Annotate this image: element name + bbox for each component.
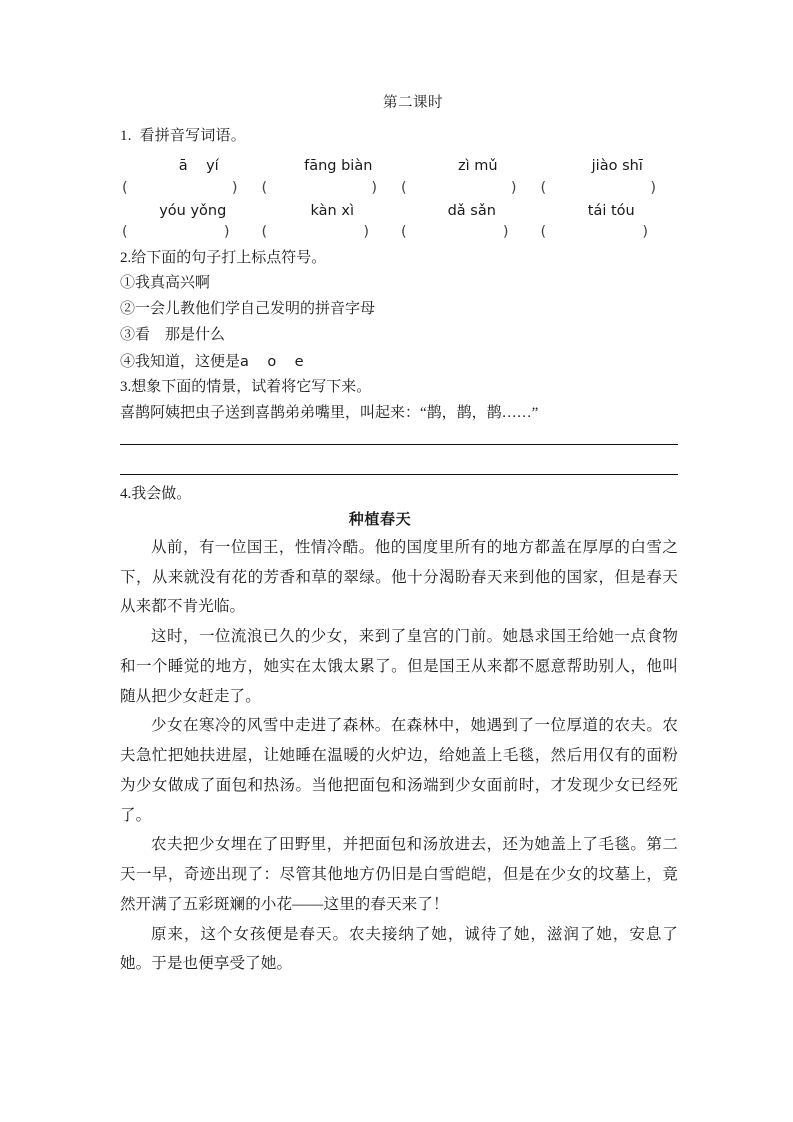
punctuation-item-3: ③看 那是什么	[120, 327, 226, 344]
pinyin-exercise-grid	[120, 155, 678, 243]
exercise-3-prompt: 3.想象下面的情景，试着将它写下来。	[120, 378, 372, 395]
reading-paragraph: 从前，有一位国王，性情冷酷。他的国度里所有的地方都盖在厚厚的白雪之下，从来就没有花的芳香和草的翠绿。他十分渴盼春天来到他的国家，但是春天从来都不肯光临。	[120, 538, 678, 616]
pinyin-row-1	[120, 155, 678, 177]
exercise-3-answer-area[interactable]	[120, 444, 678, 475]
paren-close: )	[363, 224, 369, 241]
paren-open: (	[261, 224, 268, 241]
pinyin-cell: dǎ sǎn	[447, 202, 496, 219]
paren-close: )	[371, 179, 377, 196]
answer-blank[interactable]	[120, 178, 260, 200]
answer-blank[interactable]	[260, 178, 400, 200]
reading-paragraph: 原来，这个女孩便是春天。农夫接纳了她，诚待了她，滋润了她，安息了她。于是也便享受了她。	[120, 925, 678, 973]
paren-close: )	[650, 179, 656, 196]
punctuation-item-4	[120, 349, 678, 375]
paren-close: )	[510, 179, 517, 196]
paren-open: (	[540, 224, 547, 241]
paren-open: (	[122, 179, 128, 196]
punctuation-item-4-letters: a o e	[240, 353, 304, 370]
exercise-1-prompt: 1. 看拼音写词语。	[120, 128, 246, 145]
answer-blank[interactable]	[120, 222, 260, 244]
answer-rule-line-2	[120, 474, 678, 475]
paren-open: (	[261, 179, 268, 196]
exercise-3-example-sentence: 喜鹊阿姨把虫子送到喜鹊弟弟嘴里，叫起来：“鹊，鹊，鹊……”	[120, 405, 539, 422]
pinyin-cell: zì mǔ	[457, 158, 498, 175]
answer-rule-line-1	[120, 444, 678, 445]
punctuation-item-4-text: ④我知道，这便是	[120, 353, 241, 370]
answer-blank[interactable]	[260, 222, 400, 244]
pinyin-cell: yóu yǒng	[159, 202, 227, 219]
lesson-header-title: 第二课时	[383, 95, 443, 111]
pinyin-row-2	[120, 200, 678, 222]
answer-blank[interactable]	[399, 178, 539, 200]
reading-paragraph: 少女在寒冷的风雪中走进了森林。在森林中，她遇到了一位厚道的农夫。农夫急忙把她扶进屋，让她睡在温暖的火炉边，给她盖上毛毯，然后用仅有的面粉为少女做成了面包和热汤。当他把面包和汤端到少女面前时，才发现少女已经死了。	[120, 717, 678, 824]
reading-passage-title: 种植春天	[348, 511, 412, 528]
exercise-4-prompt: 4.我会做。	[120, 485, 192, 502]
paren-close: )	[502, 224, 509, 241]
paren-close: )	[223, 224, 230, 241]
punctuation-item-2: ②一会儿教他们学自己发明的拼音字母	[120, 301, 376, 318]
punctuation-item-1: ①我真高兴啊	[120, 275, 211, 292]
paren-open: (	[122, 224, 128, 241]
reading-paragraph: 农夫把少女埋在了田野里，并把面包和汤放进去，还为她盖上了毛毯。第二天一早，奇迹出现了：尽管其他地方仍旧是白雪皑皑，但是在少女的坟墓上，竟然开满了五彩斑斓的小花——这里的春天来了！	[120, 836, 678, 913]
reading-paragraph: 这时，一位流浪已久的少女，来到了皇宫的门前。她恳求国王给她一点食物和一个睡觉的地方，她实在太饿太累了。但是国王从来都不愿意帮助别人，他叫随从把少女赶走了。	[120, 628, 678, 705]
paren-open: (	[401, 224, 407, 241]
answer-bracket-row-2	[120, 222, 678, 244]
answer-blank[interactable]	[399, 222, 539, 244]
pinyin-cell: ā yí	[178, 158, 219, 175]
pinyin-cell: fāng biàn	[304, 158, 373, 175]
paren-close: )	[231, 179, 238, 196]
exercise-2-prompt: 2.给下面的句子打上标点符号。	[120, 249, 327, 266]
answer-bracket-row-1	[120, 178, 678, 200]
paren-close: )	[642, 224, 648, 241]
worksheet-content	[120, 92, 678, 979]
paren-open: (	[401, 179, 407, 196]
answer-blank[interactable]	[539, 222, 679, 244]
answer-blank[interactable]	[539, 178, 679, 200]
paren-open: (	[540, 179, 547, 196]
pinyin-cell: jiào shī	[591, 158, 643, 175]
pinyin-cell: kàn xì	[310, 202, 354, 219]
pinyin-cell: tái tóu	[587, 202, 635, 219]
